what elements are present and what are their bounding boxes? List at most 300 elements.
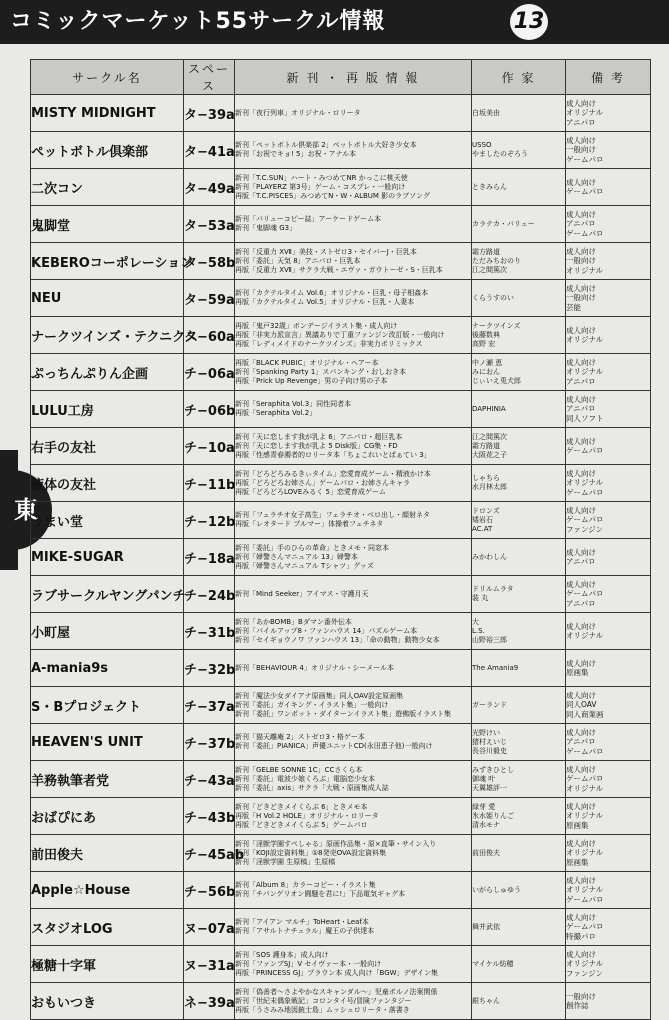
- space-code: ヌ−07a: [184, 909, 235, 946]
- author-name: 氷水姫りんご: [472, 811, 514, 820]
- release-line: 新刊「カクテルタイム Vol.6」オリジナル・巨乳・母子相姦本: [235, 289, 429, 297]
- note-line: 成人向け: [566, 547, 596, 557]
- release-line: 新刊「Seraphita Vol.3」同性同者本: [235, 400, 352, 408]
- page-header: [0, 0, 669, 44]
- table-row: [31, 354, 651, 391]
- author-name: じぃいえ兎犬郎: [472, 376, 521, 385]
- note-line: ゲームパロ: [566, 487, 604, 497]
- note-line: 同人商業画: [566, 709, 604, 719]
- authors-cell: [472, 465, 566, 502]
- info-cell: [235, 983, 472, 1020]
- note-line: オリジナル: [566, 885, 604, 895]
- authors-cell: [472, 539, 566, 576]
- note-line: アニパロ: [566, 117, 596, 127]
- release-line: 新刊「偽善者〜さよやかなスキャンダル〜」児童ポルノ法案関係: [235, 987, 438, 996]
- info-cell: [235, 946, 472, 983]
- author-name: ドロンズ: [472, 506, 500, 515]
- author-name: いがらしゅゆう: [472, 885, 521, 894]
- release-line: 新刊「Mind Seeker」アイマス・守護月天: [235, 589, 369, 598]
- column-header-space: スペース: [184, 60, 235, 95]
- space-code: タ−60a: [184, 317, 235, 354]
- info-cell: [235, 576, 472, 613]
- release-line: 新刊「委託」PIANICA」声優ユニットCD(永田恵子他)一般向け: [235, 742, 433, 750]
- release-line: 再版「Prick Up Revenge」男の子向け男の子本: [235, 376, 388, 385]
- info-cell: [235, 95, 472, 132]
- notes-cell: [566, 132, 651, 169]
- note-line: 成人向け: [566, 246, 596, 256]
- authors-cell: [472, 946, 566, 983]
- release-line: 新刊「アイアン マルチ」ToHeart・Leaf本: [235, 918, 369, 926]
- note-line: 成人向け: [566, 579, 596, 589]
- author-name: しゃちら: [472, 474, 500, 482]
- release-line: 新刊「猫天離庵 2」ストゼロ3・格ゲー本: [235, 733, 365, 741]
- space-code: チ−06a: [184, 354, 235, 391]
- author-name: みにおん: [472, 367, 500, 376]
- note-line: ゲームパロ: [566, 774, 604, 784]
- circle-name: LULU工房: [31, 391, 184, 428]
- column-header-name: サークル名: [31, 60, 184, 95]
- notes-cell: [566, 798, 651, 835]
- release-line: 新刊「委託」ワンポット・ダイターンイラスト集」遊佛版イラスト集: [235, 709, 451, 718]
- column-header-authors: 作 家: [472, 60, 566, 95]
- column-header-info: 新 刊 ・ 再 版 情 報: [235, 60, 472, 95]
- authors-cell: [472, 613, 566, 650]
- note-line: ゲームパロ: [566, 515, 604, 525]
- note-line: アニパロ: [566, 557, 596, 566]
- author-name: AC.AT: [472, 524, 493, 533]
- authors-cell: [472, 576, 566, 613]
- release-line: 新刊「婦警さんマニュアル 13」婦警本: [235, 552, 358, 561]
- note-line: 成人向け: [566, 177, 596, 187]
- note-line: ゲームパロ: [566, 922, 604, 932]
- note-line: アニパロ: [566, 376, 596, 386]
- release-line: 新刊「バリューコピー誌」アーケードゲーム本: [235, 215, 382, 223]
- note-line: 同人OAV: [566, 700, 597, 710]
- author-name: 後藤数典: [472, 330, 500, 339]
- info-cell: [235, 206, 472, 243]
- author-name: 前田俊夫: [472, 848, 500, 857]
- author-name: 霜方路道: [472, 441, 500, 450]
- space-code: チ−43a: [184, 761, 235, 798]
- release-line: 再版「非実力派宣言」異議ありで丁重ファンジン改訂版・一般向け: [235, 330, 445, 339]
- circle-name: 鬼脚堂: [31, 206, 184, 243]
- release-line: 新刊「反重力 XⅦ」美技・ストゼロ3・セイバーJ・巨乳本: [235, 247, 417, 256]
- author-name: 緑芽 愛: [472, 802, 496, 811]
- note-line: 原画集: [566, 857, 589, 867]
- authors-cell: [472, 95, 566, 132]
- release-line: 新刊「天に恋します我が乳よ 5 Disk版」CG集・FD: [235, 441, 398, 450]
- author-name: 高野 宏: [472, 339, 496, 348]
- table-row: [31, 872, 651, 909]
- authors-cell: [472, 243, 566, 280]
- release-line: 再版「どろどろお姉さん」ゲームパロ・お姉さんキャラ: [235, 478, 410, 487]
- space-code: ネ−39a: [184, 983, 235, 1020]
- release-line: 新刊「KOJI設定資料集」①8発売OVA設定資料集: [235, 848, 387, 857]
- note-line: 成人向け: [566, 357, 596, 367]
- authors-cell: [472, 317, 566, 354]
- note-line: 成人向け: [566, 468, 596, 478]
- note-line: 成人向け: [566, 949, 596, 959]
- author-name: 霜方路道: [472, 247, 500, 256]
- author-name: ただみちおのり: [472, 256, 521, 265]
- note-line: アニパロ: [566, 219, 596, 229]
- note-line: 成人向け: [566, 135, 596, 145]
- note-line: ゲームパロ: [566, 589, 604, 599]
- table-row: [31, 243, 651, 280]
- release-line: 再版「PRINCESS GJ」プラウン本 成人向け「BGW」デザイン集: [235, 968, 439, 977]
- note-line: オリジナル: [566, 367, 604, 377]
- note-line: ゲームパロ: [566, 187, 604, 196]
- space-code: チ−43b: [184, 798, 235, 835]
- info-cell: [235, 909, 472, 946]
- circle-name: MIKE-SUGAR: [31, 539, 184, 576]
- release-line: 新刊「パイルアップ8・ファンハウス 14」パズルゲーム本: [235, 626, 418, 635]
- note-line: ゲームパロ: [566, 446, 604, 455]
- note-line: 成人向け: [566, 912, 596, 922]
- author-name: 江之間篤次: [472, 265, 507, 274]
- notes-cell: [566, 391, 651, 428]
- release-line: 新刊「委託」axis」サクラ「大戦・原画集成人誌: [235, 783, 389, 792]
- space-code: タ−53a: [184, 206, 235, 243]
- space-code: チ−11b: [184, 465, 235, 502]
- note-line: オリジナル: [566, 478, 604, 488]
- table-row: [31, 909, 651, 946]
- release-line: 新刊「ファンブSJ」V セイヴァー本・一般向け: [235, 959, 382, 968]
- release-line: 新刊「魔法少女ダイアナ原画集」同人OAV設定原画集: [235, 691, 404, 700]
- release-line: 新刊「委託」ガイキング・イラスト集」一般向け: [235, 700, 389, 709]
- note-line: 成人向け: [566, 505, 596, 515]
- table-row: [31, 576, 651, 613]
- notes-cell: [566, 724, 651, 761]
- author-name: 大: [472, 617, 479, 626]
- notes-cell: [566, 835, 651, 872]
- info-cell: [235, 354, 472, 391]
- note-line: オリジナル: [566, 265, 604, 275]
- notes-cell: [566, 909, 651, 946]
- release-line: 再版「BLACK PUBIC」オリジナル・ヘアー本: [235, 358, 379, 367]
- circle-name: 二次コン: [31, 169, 184, 206]
- release-line: 再版「鬼戸32歳」ボンデージイラスト集・成人向け: [235, 321, 398, 330]
- release-line: 新刊「アサルトナチュラル」魔王の子供達本: [235, 927, 375, 935]
- circle-name: S・Bプロジェクト: [31, 687, 184, 724]
- notes-cell: [566, 465, 651, 502]
- note-line: 一般向け: [566, 256, 596, 266]
- note-line: 創作誌: [566, 1001, 589, 1010]
- table-row: [31, 983, 651, 1020]
- authors-cell: [472, 132, 566, 169]
- authors-cell: [472, 391, 566, 428]
- release-line: 新刊「ペットボトル倶楽部 2」ペットボトル大好き少女本: [235, 141, 417, 149]
- table-body: [31, 95, 651, 1020]
- authors-cell: [472, 909, 566, 946]
- author-name: 大阪花之子: [472, 450, 507, 459]
- circle-name: A-mania9s: [31, 650, 184, 687]
- info-cell: [235, 132, 472, 169]
- notes-cell: [566, 983, 651, 1020]
- info-cell: [235, 539, 472, 576]
- release-line: 新刊「委託」電波少娘くろぶ」電脳恋少女本: [235, 774, 375, 783]
- section-label: 東: [0, 470, 52, 550]
- notes-cell: [566, 354, 651, 391]
- space-code: チ−45ab: [184, 835, 235, 872]
- notes-cell: [566, 613, 651, 650]
- circle-name: 極糖十字軍: [31, 946, 184, 983]
- table-row: [31, 95, 651, 132]
- circle-name: おばぴにあ: [31, 798, 184, 835]
- release-line: 新刊「フェラチオ女子高生」フェラチオ・ベロ出し・顔射ネタ: [235, 511, 431, 519]
- note-line: 成人向け: [566, 325, 596, 335]
- author-name: 山野裕三郎: [472, 635, 507, 644]
- notes-cell: [566, 243, 651, 280]
- space-code: チ−37b: [184, 724, 235, 761]
- release-line: 新刊「BEHAVIOUR 4」オリジナル・シーメール本: [235, 663, 395, 672]
- release-line: 再版「T.C.PISCES」みつめてN・W・ALBUM 影のラブソング: [235, 191, 431, 200]
- authors-cell: [472, 650, 566, 687]
- authors-cell: [472, 206, 566, 243]
- release-line: 再版「レオタード ブルマー」体操着フェチネタ: [235, 520, 384, 528]
- circle-name: NEU: [31, 280, 184, 317]
- release-line: 新刊「セイギョウノワ ファンハウス 13」「命の動物」動物少女本: [235, 635, 440, 644]
- release-line: 新刊「夜行列車」オリジナル・ロリータ: [235, 108, 361, 117]
- release-line: 新刊「鬼脚魂 G3」: [235, 224, 297, 232]
- notes-cell: [566, 650, 651, 687]
- authors-cell: [472, 428, 566, 465]
- author-name: USSO: [472, 141, 492, 149]
- authors-cell: [472, 872, 566, 909]
- table-row: [31, 613, 651, 650]
- note-line: 成人向け: [566, 394, 596, 404]
- info-cell: [235, 687, 472, 724]
- release-line: 再版「うさみみ地図銃士島」ムッシュロリータ・落書き: [235, 1005, 410, 1014]
- release-line: 新刊「どろどろみるきぃタイム」恋愛育成ゲーム・精液かけ本: [235, 469, 431, 478]
- note-line: 同人ソフト: [566, 413, 604, 423]
- table-row: [31, 132, 651, 169]
- space-code: タ−41a: [184, 132, 235, 169]
- author-name: The Amania9: [472, 663, 519, 672]
- authors-cell: [472, 835, 566, 872]
- release-line: 新刊「PLAYERZ 第3号」ゲーム・コスプレ・一般向け: [235, 182, 406, 191]
- note-line: 成人向け: [566, 436, 596, 446]
- notes-cell: [566, 502, 651, 539]
- circle-name: 右手の友社: [31, 428, 184, 465]
- note-line: ファンジン: [566, 524, 603, 534]
- author-name: ナークツインズ: [472, 321, 521, 330]
- info-cell: [235, 502, 472, 539]
- author-name: ガーランド: [472, 700, 507, 709]
- release-line: 新刊「Spanking Party 1」スパンキング・おしおき本: [235, 367, 407, 376]
- circle-name: 小町屋: [31, 613, 184, 650]
- notes-cell: [566, 428, 651, 465]
- note-line: オリジナル: [566, 631, 604, 640]
- author-name: 長谷川毅史: [472, 746, 507, 755]
- note-line: オリジナル: [566, 783, 604, 793]
- table-row: [31, 169, 651, 206]
- space-code: タ−58b: [184, 243, 235, 280]
- release-line: 新刊「淫獣学園 生原稿」生原稿: [235, 857, 336, 866]
- space-code: チ−37a: [184, 687, 235, 724]
- circle-name: 羊務執筆者党: [31, 761, 184, 798]
- author-name: 矮岩石: [472, 515, 493, 524]
- space-code: チ−10a: [184, 428, 235, 465]
- release-line: 再版「どきどきメイくらぶ 5」ゲームパロ: [235, 820, 368, 829]
- table-row: [31, 687, 651, 724]
- table-row: [31, 280, 651, 317]
- note-line: 特撮パロ: [566, 931, 596, 941]
- release-line: 新刊「GELBE SONNE 1C」CCさくら本: [235, 765, 363, 774]
- authors-cell: [472, 354, 566, 391]
- release-line: 再版「Seraphita Vol.2」: [235, 409, 317, 417]
- info-cell: [235, 169, 472, 206]
- author-name: 清水モナ: [472, 820, 500, 829]
- release-line: 再版「H Vol.2 HOLE」オリジナル・ロリータ: [235, 811, 379, 820]
- info-cell: [235, 798, 472, 835]
- table-row: [31, 761, 651, 798]
- author-name: 天翼雄評一: [472, 783, 507, 792]
- release-line: 新刊「T.C.SUN」ハート・みつめてNR かっこに桃天使: [235, 173, 408, 182]
- note-line: 成人向け: [566, 621, 596, 631]
- info-cell: [235, 613, 472, 650]
- note-line: オリジナル: [566, 959, 604, 969]
- note-line: 成人向け: [566, 690, 596, 700]
- table-row: [31, 317, 651, 354]
- info-cell: [235, 391, 472, 428]
- info-cell: [235, 835, 472, 872]
- author-name: みかわしん: [472, 552, 507, 561]
- note-line: 原画集: [566, 668, 589, 677]
- circle-name: HEAVEN'S UNIT: [31, 724, 184, 761]
- authors-cell: [472, 983, 566, 1020]
- space-code: チ−12b: [184, 502, 235, 539]
- note-line: 成人向け: [566, 875, 596, 885]
- space-code: チ−32b: [184, 650, 235, 687]
- authors-cell: [472, 798, 566, 835]
- space-code: タ−59a: [184, 280, 235, 317]
- note-line: ゲームパロ: [566, 228, 604, 238]
- authors-cell: [472, 502, 566, 539]
- note-line: 成人向け: [566, 727, 596, 737]
- note-line: 成人向け: [566, 838, 596, 848]
- note-line: 成人向け: [566, 801, 596, 811]
- release-line: 新刊「チパンゲリオン闘騒を君に!」下品電気ギャグ本: [235, 890, 406, 898]
- release-line: 再版「レディメイドのナークツインズ」非実力ポリミックス: [235, 339, 423, 348]
- info-cell: [235, 465, 472, 502]
- note-line: 成人向け: [566, 209, 596, 219]
- circle-name: 液体の友社: [31, 465, 184, 502]
- note-line: 原画集: [566, 820, 589, 830]
- note-line: ファンジン: [566, 968, 603, 978]
- info-cell: [235, 428, 472, 465]
- author-name: みずきひとし: [472, 765, 514, 774]
- note-line: 一般向け: [566, 145, 596, 155]
- release-line: 新刊「あかBOMB」Bダマン番外伝本: [235, 617, 352, 626]
- note-line: 成人向け: [566, 658, 596, 668]
- note-line: オリジナル: [566, 811, 604, 821]
- space-code: タ−39a: [184, 95, 235, 132]
- note-line: アニパロ: [566, 737, 596, 747]
- info-cell: [235, 243, 472, 280]
- space-code: チ−24b: [184, 576, 235, 613]
- author-name: 銀ちゃん: [472, 996, 500, 1005]
- circle-name: ラブサークルヤングパンチ: [31, 576, 184, 613]
- author-name: 江之間篤次: [472, 432, 507, 441]
- info-cell: [235, 872, 472, 909]
- info-cell: [235, 761, 472, 798]
- table-row: [31, 428, 651, 465]
- release-line: 新刊「委託」天気 8」アニパロ・巨乳本: [235, 256, 361, 265]
- notes-cell: [566, 539, 651, 576]
- table-row: [31, 502, 651, 539]
- release-line: 再版「カクテルタイム Vol.5」オリジナル・巨乳・人妻本: [235, 298, 415, 306]
- info-cell: [235, 724, 472, 761]
- table-row: [31, 724, 651, 761]
- notes-cell: [566, 946, 651, 983]
- space-code: タ−49a: [184, 169, 235, 206]
- table-row: [31, 798, 651, 835]
- release-line: 再版「反重力 XⅦ」サクラ大戦・エヴァ・ガウトーゼ・S・巨乳本: [235, 265, 443, 274]
- note-line: アニパロ: [566, 598, 596, 608]
- author-name: DAPHINIA: [472, 404, 506, 413]
- note-line: 成人向け: [566, 283, 596, 293]
- column-header-notes: 備 考: [566, 60, 651, 95]
- authors-cell: [472, 169, 566, 206]
- notes-cell: [566, 872, 651, 909]
- circle-name: ナークツインズ・テクニクス: [31, 317, 184, 354]
- author-name: 水月林太郎: [472, 483, 507, 491]
- author-name: ドリルムラタ: [472, 585, 514, 593]
- author-name: マイケル紡穂: [472, 959, 514, 968]
- notes-cell: [566, 169, 651, 206]
- authors-cell: [472, 761, 566, 798]
- release-line: 新刊「どきどきメイくらぶ 6」ときメモ本: [235, 802, 368, 811]
- space-code: チ−31b: [184, 613, 235, 650]
- notes-cell: [566, 95, 651, 132]
- notes-cell: [566, 761, 651, 798]
- author-name: 光野けい: [472, 728, 500, 737]
- author-name: やましたのぞろう: [472, 150, 528, 158]
- table-row: [31, 539, 651, 576]
- release-line: 新刊「淫獣学園すぺしゃる」原画作品集・原×直筆・サイン入り: [235, 839, 437, 848]
- circle-name: MISTY MIDNIGHT: [31, 95, 184, 132]
- release-line: 再版「婦警さんマニュアル Tシャツ」グッズ: [235, 561, 374, 570]
- table-row: [31, 465, 651, 502]
- table-row: [31, 391, 651, 428]
- author-name: 装 丸: [472, 594, 489, 602]
- author-name: カラテカ・バリュー: [472, 219, 535, 228]
- notes-cell: [566, 576, 651, 613]
- note-line: ゲームパロ: [566, 154, 604, 164]
- table-row: [31, 835, 651, 872]
- release-line: 再版「性感青春濁者的ロリータ本「ちょこれいとぱぁてい 3」: [235, 450, 431, 459]
- note-line: ゲームパロ: [566, 894, 604, 904]
- author-name: ときみらん: [472, 182, 507, 191]
- note-line: オリジナル: [566, 848, 604, 858]
- release-line: 新刊「天に恋します我が乳よ 6」アニパロ・超巨乳本: [235, 432, 403, 441]
- circle-name: ぷっちんぷりん企画: [31, 354, 184, 391]
- circle-name: 前田俊夫: [31, 835, 184, 872]
- release-line: 新刊「お祝でキョ! 5」お祝・アナル本: [235, 150, 357, 158]
- table-header-row: [31, 60, 651, 95]
- circle-name: Apple☆House: [31, 872, 184, 909]
- release-line: 新刊「SOS 護身本」成人向け: [235, 950, 329, 959]
- author-name: 猪村えいじ: [472, 737, 507, 746]
- circle-name: おもいつき: [31, 983, 184, 1020]
- notes-cell: [566, 687, 651, 724]
- author-name: 中ノ瀬 恵: [472, 358, 503, 367]
- circle-name: スタジオLOG: [31, 909, 184, 946]
- author-name: 舞井武依: [472, 922, 500, 931]
- note-line: 成人向け: [566, 764, 596, 774]
- note-line: 成人向け: [566, 98, 596, 108]
